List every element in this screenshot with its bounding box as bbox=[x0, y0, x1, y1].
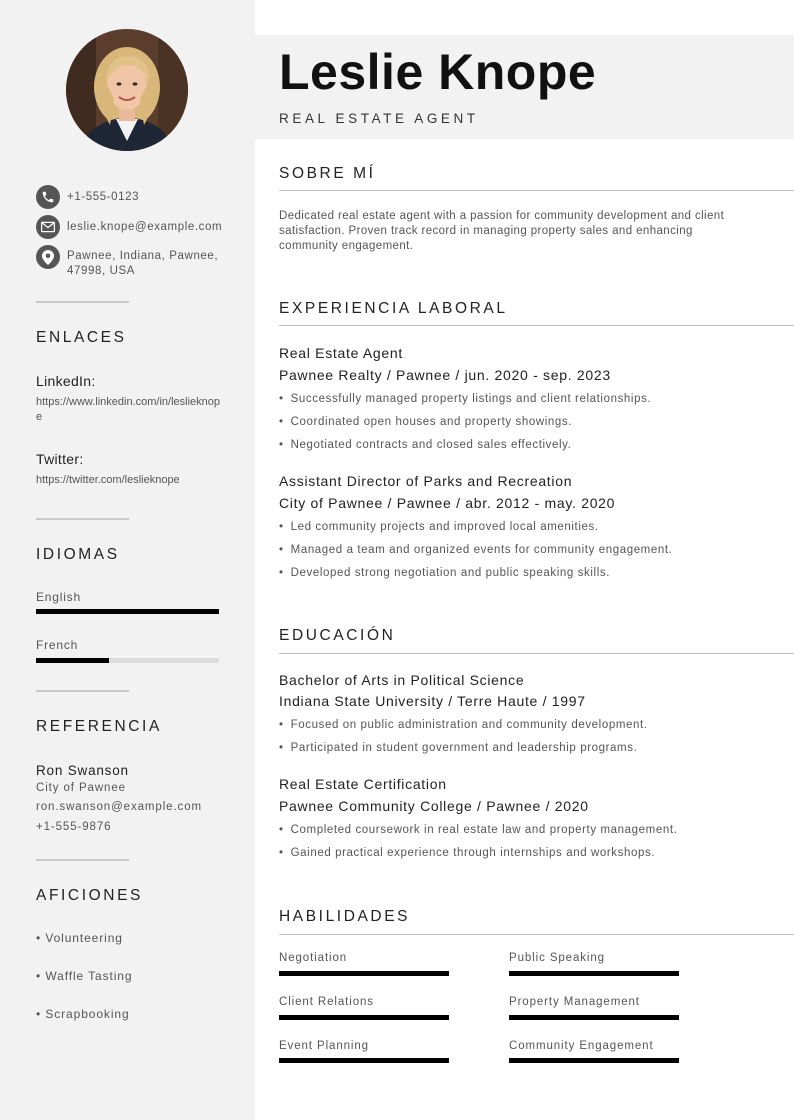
section-rule bbox=[279, 934, 794, 935]
education-title: Real Estate Certification bbox=[279, 776, 447, 792]
main-content bbox=[255, 0, 794, 1120]
avatar bbox=[66, 29, 188, 151]
skill-name: Event Planning bbox=[279, 1040, 369, 1052]
skill-level-fill bbox=[509, 1058, 679, 1063]
skill-name: Community Engagement bbox=[509, 1040, 654, 1052]
job-bullet: • Successfully managed property listings and client relationships. bbox=[279, 393, 651, 405]
contact-address bbox=[36, 245, 227, 279]
skill-level-bar bbox=[279, 971, 449, 976]
job-subtitle: Pawnee Realty / Pawnee / jun. 2020 - sep. 2023 bbox=[279, 367, 611, 383]
divider bbox=[36, 301, 129, 303]
job-bullet: • Led community projects and improved local amenities. bbox=[279, 521, 599, 533]
job-title: Assistant Director of Parks and Recreation bbox=[279, 473, 573, 489]
language-level-fill bbox=[36, 658, 109, 663]
job-subtitle: City of Pawnee / Pawnee / abr. 2012 - may. 2020 bbox=[279, 495, 616, 511]
skill-level-bar bbox=[279, 1058, 449, 1063]
mail-icon bbox=[36, 215, 60, 239]
skill-level-fill bbox=[509, 971, 679, 976]
sidebar bbox=[0, 0, 255, 1120]
address-text: Pawnee, Indiana, Pawnee, 47998, USA bbox=[67, 250, 219, 277]
hobby-item: • Scrapbooking bbox=[36, 1007, 130, 1021]
language-name: English bbox=[36, 590, 81, 604]
person-role: REAL ESTATE AGENT bbox=[279, 111, 479, 126]
skills-heading: HABILIDADES bbox=[279, 908, 411, 925]
skill-name: Property Management bbox=[509, 996, 640, 1008]
phone-text: +1-555-0123 bbox=[67, 191, 140, 203]
job-bullet: • Coordinated open houses and property showings. bbox=[279, 416, 572, 428]
location-pin-icon bbox=[36, 245, 60, 269]
language-level-bar bbox=[36, 658, 219, 663]
skill-level-fill bbox=[279, 1015, 449, 1020]
skill-level-bar bbox=[509, 1015, 679, 1020]
experience-heading: EXPERIENCIA LABORAL bbox=[279, 300, 508, 317]
twitter-label: Twitter: bbox=[36, 451, 84, 467]
languages-heading: IDIOMAS bbox=[36, 546, 120, 563]
skill-name: Negotiation bbox=[279, 952, 348, 964]
contact-email bbox=[36, 215, 227, 239]
reference-email: ron.swanson@example.com bbox=[36, 801, 202, 813]
language-level-fill bbox=[36, 609, 219, 614]
reference-name: Ron Swanson bbox=[36, 763, 129, 778]
skill-level-bar bbox=[509, 971, 679, 976]
hobby-label: Volunteering bbox=[45, 931, 123, 945]
education-subtitle: Pawnee Community College / Pawnee / 2020 bbox=[279, 798, 589, 814]
skill-name: Client Relations bbox=[279, 996, 374, 1008]
divider bbox=[36, 518, 129, 520]
skill-level-fill bbox=[279, 971, 449, 976]
education-bullet: • Gained practical experience through internships and workshops. bbox=[279, 847, 655, 859]
language-level-bar bbox=[36, 609, 219, 614]
about-text: Dedicated real estate agent with a passion for community development and client satisfaction. Proven track record in managing property sales and enhancing community engagement. bbox=[279, 210, 725, 252]
education-subtitle: Indiana State University / Terre Haute / 1997 bbox=[279, 693, 586, 709]
hobby-item: • Volunteering bbox=[36, 931, 123, 945]
skill-level-fill bbox=[509, 1015, 679, 1020]
divider bbox=[36, 690, 129, 692]
skill-level-fill bbox=[279, 1058, 449, 1063]
language-name: French bbox=[36, 638, 79, 652]
section-rule bbox=[279, 190, 794, 191]
job-bullet: • Negotiated contracts and closed sales effectively. bbox=[279, 439, 571, 451]
linkedin-label: LinkedIn: bbox=[36, 373, 96, 389]
skill-level-bar bbox=[279, 1015, 449, 1020]
job-bullet: • Developed strong negotiation and public speaking skills. bbox=[279, 567, 610, 579]
job-bullet: • Managed a team and organized events for community engagement. bbox=[279, 544, 672, 556]
hobbies-heading: AFICIONES bbox=[36, 887, 143, 904]
education-bullet: • Focused on public administration and community development. bbox=[279, 719, 648, 731]
person-name: Leslie Knope bbox=[279, 44, 597, 100]
reference-organization: City of Pawnee bbox=[36, 782, 126, 794]
hobby-item: • Waffle Tasting bbox=[36, 969, 133, 983]
section-rule bbox=[279, 325, 794, 326]
education-bullet: • Completed coursework in real estate law and property management. bbox=[279, 824, 677, 836]
divider bbox=[36, 859, 129, 861]
hobby-label: Waffle Tasting bbox=[45, 969, 133, 983]
email-text: leslie.knope@example.com bbox=[67, 221, 223, 233]
reference-heading: REFERENCIA bbox=[36, 718, 162, 735]
job-title: Real Estate Agent bbox=[279, 345, 403, 361]
education-bullet: • Participated in student government and leadership programs. bbox=[279, 742, 637, 754]
portrait-photo bbox=[66, 29, 188, 151]
education-title: Bachelor of Arts in Political Science bbox=[279, 672, 525, 688]
education-heading: EDUCACIÓN bbox=[279, 627, 396, 644]
reference-phone: +1-555-9876 bbox=[36, 821, 112, 833]
twitter-link[interactable]: https://twitter.com/leslieknope bbox=[36, 474, 180, 486]
linkedin-link[interactable]: https://www.linkedin.com/in/leslieknope bbox=[36, 396, 221, 423]
hobby-label: Scrapbooking bbox=[45, 1007, 130, 1021]
links-heading: ENLACES bbox=[36, 329, 127, 346]
skill-name: Public Speaking bbox=[509, 952, 605, 964]
about-heading: SOBRE MÍ bbox=[279, 165, 376, 182]
phone-icon bbox=[36, 185, 60, 209]
section-rule bbox=[279, 653, 794, 654]
skill-level-bar bbox=[509, 1058, 679, 1063]
contact-phone bbox=[36, 185, 227, 209]
